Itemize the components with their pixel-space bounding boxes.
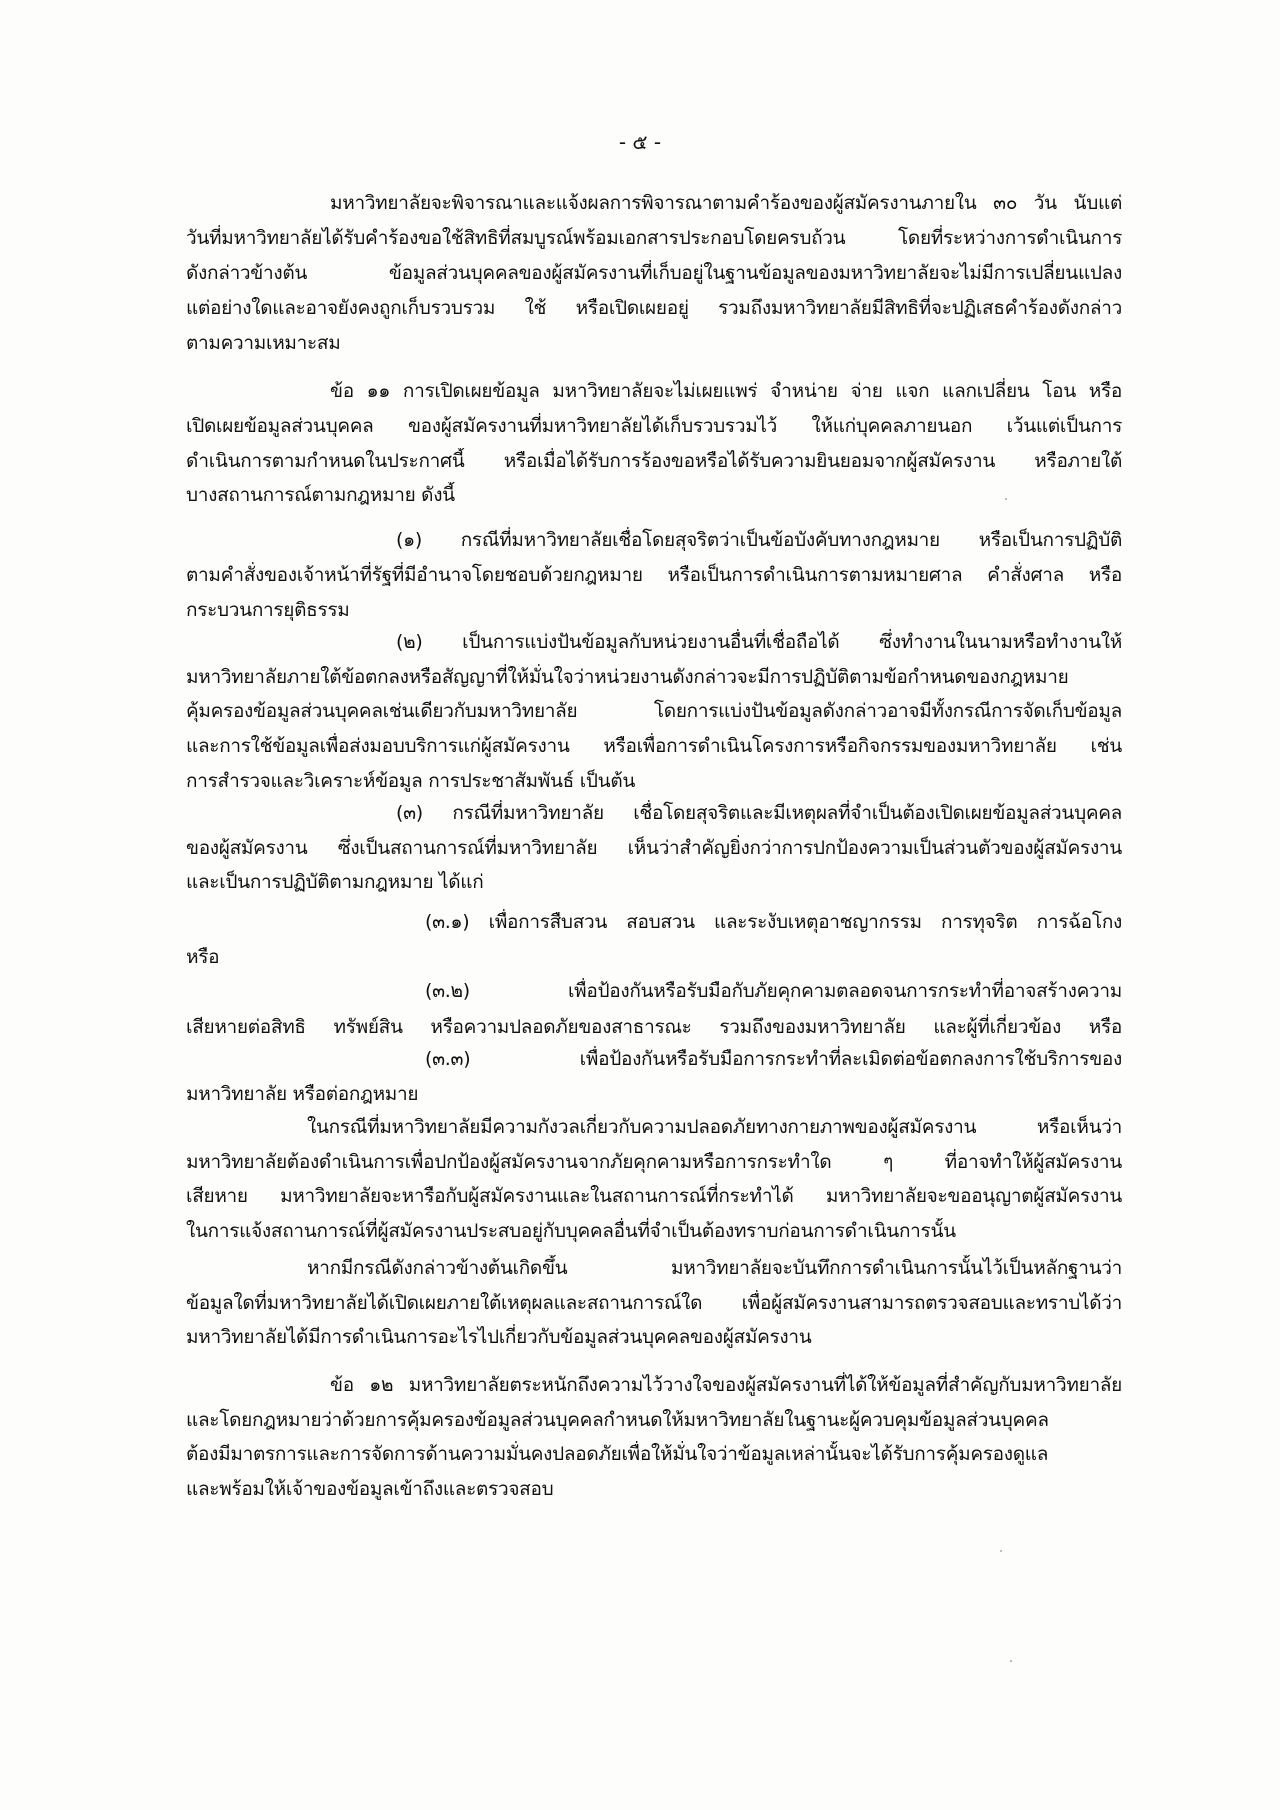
- text-line: (๓.๒) เพื่อป้องกันหรือรับมือกับภัยคุกคามตลอดจนการกระทำที่อาจสร้างความ: [425, 980, 1122, 1002]
- text-line: ตามความเหมาะสม: [186, 332, 341, 354]
- text-line: หรือ: [186, 946, 220, 968]
- text-line: ข้อ ๑๒ มหาวิทยาลัยตระหนักถึงความไว้วางใจของผู้สมัครงานที่ได้ให้ข้อมูลที่สำคัญกับมหาวิทยาลัย: [330, 1374, 1122, 1396]
- text-line: ในกรณีที่มหาวิทยาลัยมีความกังวลเกี่ยวกับความปลอดภัยทางกายภาพของผู้สมัครงาน หรือเห็นว่า: [307, 1116, 1122, 1138]
- text-line: มหาวิทยาลัยได้มีการดำเนินการอะไรไปเกี่ยวกับข้อมูลส่วนบุคคลของผู้สมัครงาน: [186, 1326, 812, 1348]
- text-line: วันที่มหาวิทยาลัยได้รับคำร้องขอใช้สิทธิที่สมบูรณ์พร้อมเอกสารประกอบโดยครบถ้วน โดยที่ระหว่างการดำเนินการ: [186, 227, 1122, 249]
- text-line: ของผู้สมัครงาน ซึ่งเป็นสถานการณ์ที่มหาวิทยาลัย เห็นว่าสำคัญยิ่งกว่าการปกป้องความเป็นส่วนตัวของผู้สมัครงาน: [186, 837, 1122, 859]
- text-line: กระบวนการยุติธรรม: [186, 599, 350, 621]
- text-line: (๓.๑) เพื่อการสืบสวน สอบสวน และระงับเหตุอาชญากรรม การทุจริต การฉ้อโกง: [425, 911, 1122, 933]
- text-line: การสำรวจและวิเคราะห์ข้อมูล การประชาสัมพันธ์ เป็นต้น: [186, 770, 636, 792]
- text-line: และโดยกฎหมายว่าด้วยการคุ้มครองข้อมูลส่วนบุคคลกำหนดให้มหาวิทยาลัยในฐานะผู้ควบคุมข้อมูลส่วนบุคคล: [186, 1409, 1049, 1431]
- text-line: และการใช้ข้อมูลเพื่อส่งมอบบริการแก่ผู้สมัครงาน หรือเพื่อการดำเนินโครงการหรือกิจกรรมของมหาวิทยาลัย เช่น: [186, 735, 1122, 757]
- text-line: ในการแจ้งสถานการณ์ที่ผู้สมัครงานประสบอยู่กับบุคคลอื่นที่จำเป็นต้องทราบก่อนการดำเนินการนั้น: [186, 1220, 956, 1242]
- scan-speck: [1010, 1660, 1012, 1662]
- text-line: และเป็นการปฏิบัติตามกฎหมาย ได้แก่: [186, 871, 484, 893]
- text-line: (๒) เป็นการแบ่งปันข้อมูลกับหน่วยงานอื่นที่เชื่อถือได้ ซึ่งทำงานในนามหรือทำงานให้: [396, 631, 1122, 653]
- scan-speck: [1000, 1550, 1002, 1552]
- text-line: หากมีกรณีดังกล่าวข้างต้นเกิดขึ้น มหาวิทยาลัยจะบันทึกการดำเนินการนั้นไว้เป็นหลักฐานว่า: [307, 1257, 1122, 1279]
- text-line: (๓.๓) เพื่อป้องกันหรือรับมือการกระทำที่ละเมิดต่อข้อตกลงการใช้บริการของ: [425, 1048, 1122, 1070]
- text-line: (๓) กรณีที่มหาวิทยาลัย เชื่อโดยสุจริตและมีเหตุผลที่จำเป็นต้องเปิดเผยข้อมูลส่วนบุคคล: [396, 802, 1122, 824]
- page-number: - ๕ -: [618, 130, 662, 154]
- text-line: มหาวิทยาลัยภายใต้ข้อตกลงหรือสัญญาที่ให้มั่นใจว่าหน่วยงานดังกล่าวจะมีการปฏิบัติตามข้อกำหนดของกฎหมาย: [186, 666, 1069, 688]
- text-line: ดังกล่าวข้างต้น ข้อมูลส่วนบุคคลของผู้สมัครงานที่เก็บอยู่ในฐานข้อมูลของมหาวิทยาลัยจะไม่มีการเปลี่ยนแปลง: [186, 262, 1122, 284]
- text-line: เสียหาย มหาวิทยาลัยจะหารือกับผู้สมัครงานและในสถานการณ์ที่กระทำได้ มหาวิทยาลัยจะขออนุญาตผู้สมัครงาน: [186, 1185, 1122, 1207]
- text-line: บางสถานการณ์ตามกฎหมาย ดังนี้: [186, 484, 455, 506]
- text-line: ตามคำสั่งของเจ้าหน้าที่รัฐที่มีอำนาจโดยชอบด้วยกฎหมาย หรือเป็นการดำเนินการตามหมายศาล คำสั่งศาล หรือ: [186, 564, 1122, 586]
- text-line: เสียหายต่อสิทธิ ทรัพย์สิน หรือความปลอดภัยของสาธารณะ รวมถึงของมหาวิทยาลัย และผู้ที่เกี่ยวข้อง หรือ: [186, 1016, 1122, 1038]
- text-line: มหาวิทยาลัย หรือต่อกฎหมาย: [186, 1083, 419, 1105]
- scan-speck: [1005, 498, 1007, 500]
- text-line: ข้อ ๑๑ การเปิดเผยข้อมูล มหาวิทยาลัยจะไม่เผยแพร่ จำหน่าย จ่าย แจก แลกเปลี่ยน โอน หรือ: [330, 380, 1122, 402]
- text-line: คุ้มครองข้อมูลส่วนบุคคลเช่นเดียวกับมหาวิทยาลัย โดยการแบ่งปันข้อมูลดังกล่าวอาจมีทั้งกรณีการจัดเก็บข้อมูล: [186, 700, 1122, 722]
- text-line: ต้องมีมาตรการและการจัดการด้านความมั่นคงปลอดภัยเพื่อให้มั่นใจว่าข้อมูลเหล่านั้นจะได้รับการคุ้มครองดูแล: [186, 1443, 1049, 1465]
- text-line: (๑) กรณีที่มหาวิทยาลัยเชื่อโดยสุจริตว่าเป็นข้อบังคับทางกฎหมาย หรือเป็นการปฏิบัติ: [396, 529, 1122, 551]
- text-line: เปิดเผยข้อมูลส่วนบุคคล ของผู้สมัครงานที่มหาวิทยาลัยได้เก็บรวบรวมไว้ ให้แก่บุคคลภายนอก เว้นแต่เป็นการ: [186, 415, 1122, 437]
- text-line: และพร้อมให้เจ้าของข้อมูลเข้าถึงและตรวจสอบ: [186, 1478, 554, 1500]
- text-line: มหาวิทยาลัยต้องดำเนินการเพื่อปกป้องผู้สมัครงานจากภัยคุกคามหรือการกระทำใด ๆ ที่อาจทำให้ผู้สมัครงาน: [186, 1151, 1122, 1173]
- text-line: แต่อย่างใดและอาจยังคงถูกเก็บรวบรวม ใช้ หรือเปิดเผยอยู่ รวมถึงมหาวิทยาลัยมีสิทธิที่จะปฏิเสธคำร้องดังกล่าว: [186, 297, 1122, 319]
- text-line: ดำเนินการตามกำหนดในประกาศนี้ หรือเมื่อได้รับการร้องขอหรือได้รับความยินยอมจากผู้สมัครงาน หรือภายใต้: [186, 450, 1122, 472]
- text-line: มหาวิทยาลัยจะพิจารณาและแจ้งผลการพิจารณาตามคำร้องของผู้สมัครงานภายใน ๓๐ วัน นับแต่: [330, 192, 1122, 214]
- text-line: ข้อมูลใดที่มหาวิทยาลัยได้เปิดเผยภายใต้เหตุผลและสถานการณ์ใด เพื่อผู้สมัครงานสามารถตรวจสอบและทราบได้ว่า: [186, 1292, 1122, 1314]
